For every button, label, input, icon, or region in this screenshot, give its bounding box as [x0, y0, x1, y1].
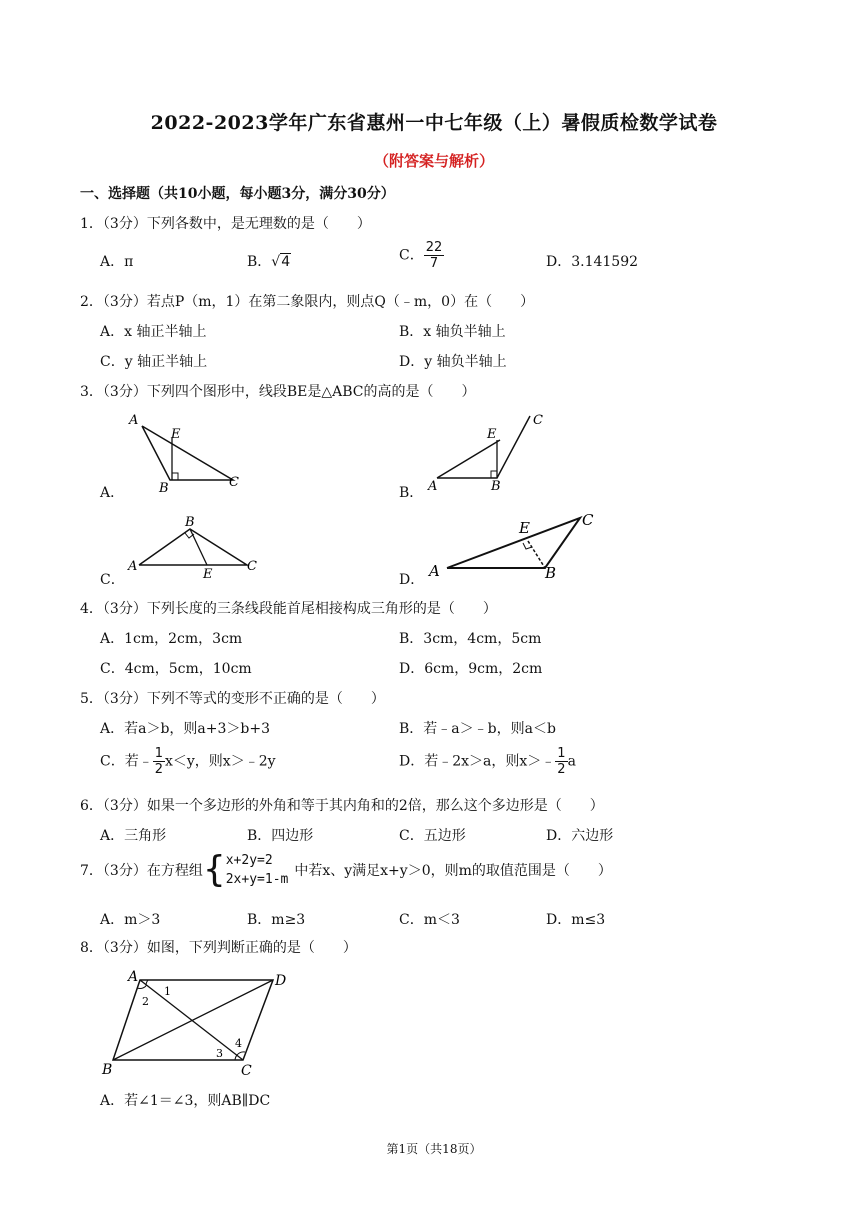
q5-option-d: D．若﹣2x＞a，则x＞﹣ $\frac{1}{2}$ a	[399, 746, 576, 777]
label-e: E	[203, 567, 213, 582]
fraction: $\frac{22}{7}$	[425, 240, 443, 271]
label-b: B	[102, 1062, 113, 1078]
label-b: B	[545, 564, 557, 582]
figure-3a	[125, 408, 245, 493]
q8-option-a: A．若∠1＝∠3，则AB∥DC	[100, 1093, 271, 1109]
page-footer: 第1页（共18页）	[386, 1142, 482, 1156]
q6-option-a: A．三角形	[100, 828, 167, 844]
section-heading: 一、选择题（共10小题，每小题3分，满分30分）	[80, 186, 395, 202]
label-b: B	[185, 515, 195, 530]
label-d: D	[275, 973, 287, 989]
label-c: C	[582, 511, 594, 529]
q1-option-d: D．3.141592	[546, 254, 639, 270]
q3-option-b: B．	[399, 485, 424, 501]
q2-option-b: B．x 轴负半轴上	[399, 324, 506, 340]
q6-option-b: B．四边形	[247, 828, 314, 844]
page-title: 2022-2023学年广东省惠州一中七年级（上）暑假质检数学试卷	[150, 112, 718, 134]
question-7-stem: 7．（3分）在方程组{ x+2y=2 2x+y=1-m 中若x、y满足x+y＞0，则m的取值范围是（ ）	[80, 849, 612, 890]
q2-option-a: A．x 轴正半轴上	[100, 324, 207, 340]
q1-option-c: C． $\frac{22}{7}$	[399, 240, 443, 271]
equation-system: x+2y=2 2x+y=1-m	[225, 853, 289, 887]
angle-2-label: 2	[142, 995, 149, 1008]
q7-option-d: D．m≤3	[546, 912, 606, 928]
q6-option-c: C．五边形	[399, 828, 466, 844]
question-6-stem: 6．（3分）如果一个多边形的外角和等于其内角和的2倍，那么这个多边形是（ ）	[80, 798, 604, 814]
figure-3d	[425, 508, 605, 583]
label-c: C	[229, 475, 239, 490]
label-b: B	[159, 481, 169, 493]
angle-3-label: 3	[216, 1047, 223, 1060]
q1-option-b: B．√4	[247, 254, 291, 270]
question-4-stem: 4．（3分）下列长度的三条线段能首尾相接构成三角形的是（ ）	[80, 601, 497, 617]
q3-option-c: C．	[100, 572, 125, 588]
question-1-stem: 1．（3分）下列各数中，是无理数的是（ ）	[80, 216, 371, 232]
label-c: C	[247, 559, 257, 574]
question-5-stem: 5．（3分）下列不等式的变形不正确的是（ ）	[80, 691, 385, 707]
label-b: B	[491, 479, 501, 493]
q7-option-c: C．m＜3	[399, 912, 460, 928]
q1-option-a: A．π	[100, 254, 134, 270]
q7-option-a: A．m＞3	[100, 912, 161, 928]
q3-option-d: D．	[399, 572, 425, 588]
label-a: A	[429, 562, 440, 580]
label-c: C	[533, 413, 543, 428]
fraction: $\frac{1}{2}$	[154, 746, 163, 777]
angle-4-label: 4	[235, 1037, 242, 1050]
q4-option-b: B．3cm，4cm，5cm	[399, 631, 542, 647]
label-e: E	[487, 427, 497, 442]
q5-option-a: A．若a＞b，则a+3＞b+3	[100, 721, 271, 737]
question-8-stem: 8．（3分）如图，下列判断正确的是（ ）	[80, 940, 357, 956]
question-2-stem: 2．（3分）若点P（m，1）在第二象限内，则点Q（﹣m，0）在（ ）	[80, 294, 535, 310]
label-e: E	[171, 427, 181, 442]
q4-option-c: C．4cm，5cm，10cm	[100, 661, 252, 677]
q4-option-a: A．1cm，2cm，3cm	[100, 631, 243, 647]
label-a: A	[428, 479, 438, 493]
q4-option-d: D．6cm，9cm，2cm	[399, 661, 543, 677]
q6-option-d: D．六边形	[546, 828, 614, 844]
label-a: A	[128, 559, 138, 574]
label-c: C	[241, 1063, 252, 1079]
sqrt-expression: √4	[271, 254, 291, 270]
angle-1-label: 1	[164, 985, 171, 998]
q2-option-c: C．y 轴正半轴上	[100, 354, 208, 370]
q5-option-b: B．若﹣a＞﹣b，则a＜b	[399, 721, 556, 737]
fraction: $\frac{1}{2}$	[557, 746, 566, 777]
q7-option-b: B．m≥3	[247, 912, 306, 928]
page-subtitle: （附答案与解析）	[373, 152, 494, 170]
q5-option-c: C．若﹣ $\frac{1}{2}$ x＜y，则x＞﹣2y	[100, 746, 276, 777]
equation-brace: {	[202, 849, 226, 890]
label-e: E	[519, 519, 530, 537]
label-a: A	[128, 969, 139, 985]
figure-3b	[425, 408, 555, 493]
q3-option-a: A．	[100, 485, 125, 501]
label-a: A	[129, 413, 139, 428]
figure-8-parallelogram	[98, 965, 298, 1080]
figure-3c	[125, 512, 265, 582]
q2-option-d: D．y 轴负半轴上	[399, 354, 507, 370]
question-3-stem: 3．（3分）下列四个图形中，线段BE是△ABC的高的是（ ）	[80, 384, 476, 400]
